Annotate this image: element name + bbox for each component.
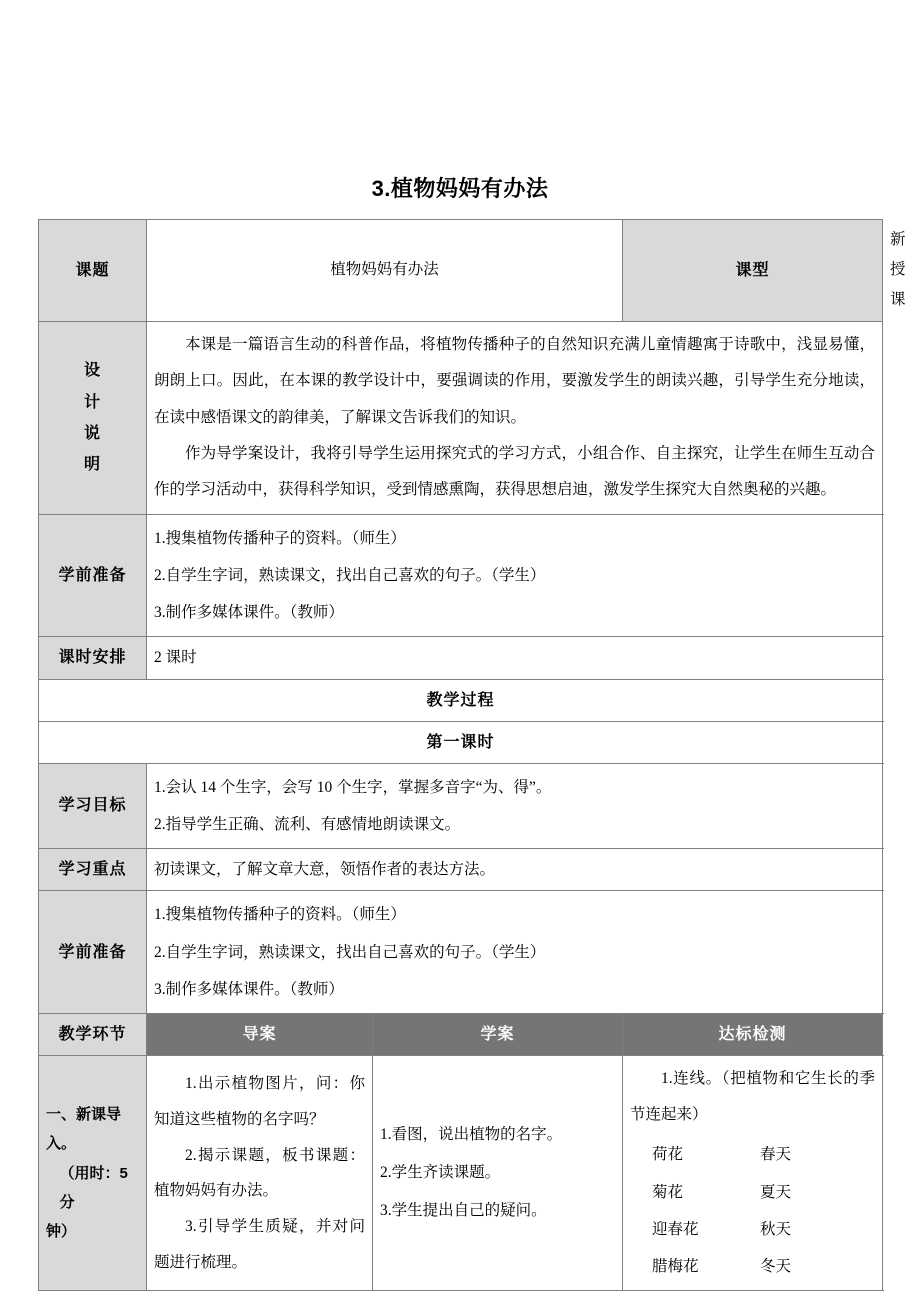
lesson-plan-table xyxy=(38,219,906,1291)
table-row-objectives xyxy=(39,763,883,848)
objective-item: 2.指导学生正确、流利、有感情地朗读课文。 xyxy=(154,816,461,834)
preparation-item: 3.制作多媒体课件。（教师） xyxy=(154,604,344,622)
table-row-preparation-top xyxy=(39,514,883,637)
table-row-schedule xyxy=(39,637,883,679)
header-daoan: 导案 xyxy=(147,1014,373,1056)
label-preparation-top: 学前准备 xyxy=(39,514,147,637)
stage-1-title: 一、新课导入。 xyxy=(46,1106,122,1153)
table-row-topic: 课题 植物妈妈有办法 课型 新授课 xyxy=(39,220,883,322)
stage-1-dabiao xyxy=(623,1056,883,1291)
matching-row xyxy=(630,1211,875,1248)
stage-1-name xyxy=(39,1056,147,1291)
table-row-stage-1 xyxy=(39,1056,883,1291)
label-char: 计 xyxy=(83,393,101,411)
matching-plant: 荷花 xyxy=(652,1146,684,1164)
dabiao-prompt: 1.连线。（把植物和它生长的季节连起来） xyxy=(630,1070,876,1123)
daoan-item: 2.揭示课题，板书课题：植物妈妈有办法。 xyxy=(154,1146,365,1200)
label-design-note xyxy=(39,321,147,514)
table-row-section-header xyxy=(39,1014,883,1056)
preparation-item: 1.搜集植物传播种子的资料。（师生） xyxy=(154,906,406,924)
stage-1-xuean xyxy=(373,1056,623,1291)
stage-1-daoan xyxy=(147,1056,373,1291)
design-note-paragraph: 本课是一篇语言生动的科普作品，将植物传播种子的自然知识充满儿童情趣寓于诗歌中，浅显易懂，朗朗上口。因此，在本课的教学设计中，要强调读的作用，要激发学生的朗读兴趣，引导学生充分地读，在读中感悟课文的韵律美，了解课文告诉我们的知识。 xyxy=(154,335,876,426)
matching-season: 春天 xyxy=(760,1146,792,1164)
matching-season: 秋天 xyxy=(760,1220,792,1238)
preparation-item: 1.搜集植物传播种子的资料。（师生） xyxy=(154,529,406,547)
matching-row xyxy=(630,1136,875,1173)
label-preparation-bottom: 学前准备 xyxy=(39,891,147,1014)
label-char: 说 xyxy=(83,424,101,442)
value-focus: 初读课文，了解文章大意，领悟作者的表达方法。 xyxy=(147,849,883,891)
label-topic: 课题 xyxy=(39,220,147,322)
matching-exercise xyxy=(630,1136,875,1285)
header-xuean: 学案 xyxy=(373,1014,623,1056)
label-schedule: 课时安排 xyxy=(39,637,147,679)
xuean-item: 2.学生齐读课题。 xyxy=(380,1164,501,1182)
value-topic: 植物妈妈有办法 xyxy=(147,220,623,322)
matching-plant: 腊梅花 xyxy=(652,1258,699,1276)
design-note-paragraph: 作为导学案设计，我将引导学生运用探究式的学习方式，小组合作、自主探究，让学生在师生互动合作的学习活动中，获得科学知识，受到情感熏陶，获得思想启迪，激发学生探究大自然奥秘的兴趣。 xyxy=(154,444,876,499)
label-lesson-type: 课型 xyxy=(623,220,883,322)
value-design-note xyxy=(147,321,883,514)
label-char: 明 xyxy=(83,455,101,473)
value-preparation-bottom xyxy=(147,891,883,1014)
header-dabiao: 达标检测 xyxy=(623,1014,883,1056)
matching-season: 夏天 xyxy=(760,1183,792,1201)
stage-1-duration-line1: （用时：5 分 xyxy=(59,1164,128,1211)
table-row-design-note xyxy=(39,321,883,514)
page-title: 3.植物妈妈有办法 xyxy=(371,176,549,201)
table-row-focus xyxy=(39,849,883,891)
preparation-item: 2.自学生字词，熟读课文，找出自己喜欢的句子。（学生） xyxy=(154,566,546,584)
matching-season: 冬天 xyxy=(760,1258,792,1276)
objective-item: 1.会认 14 个生字，会写 10 个生字，掌握多音字“为、得”。 xyxy=(154,778,552,796)
header-teaching-stage: 教学环节 xyxy=(39,1014,147,1056)
preparation-item: 3.制作多媒体课件。（教师） xyxy=(154,980,344,998)
label-focus: 学习重点 xyxy=(39,849,147,891)
label-objectives: 学习目标 xyxy=(39,763,147,848)
table-row-preparation-bottom xyxy=(39,891,883,1014)
matching-plant: 菊花 xyxy=(652,1183,684,1201)
value-preparation-top xyxy=(147,514,883,637)
daoan-item: 1.出示植物图片，问：你知道这些植物的名字吗？ xyxy=(154,1075,365,1128)
table-row-process-banner xyxy=(39,679,883,721)
matching-plant: 迎春花 xyxy=(652,1220,699,1238)
daoan-item: 3.引导学生质疑，并对问题进行梳理。 xyxy=(154,1217,365,1271)
xuean-item: 3.学生提出自己的疑问。 xyxy=(380,1202,547,1220)
matching-row xyxy=(630,1248,875,1285)
value-objectives xyxy=(147,763,883,848)
banner-teaching-process: 教学过程 xyxy=(39,679,883,721)
table-row-period-banner xyxy=(39,721,883,763)
preparation-item: 2.自学生字词，熟读课文，找出自己喜欢的句子。（学生） xyxy=(154,943,546,961)
value-schedule: 2 课时 xyxy=(147,637,883,679)
matching-row xyxy=(630,1174,875,1211)
banner-first-period: 第一课时 xyxy=(39,721,883,763)
stage-1-duration-line2: 钟） xyxy=(46,1223,77,1241)
xuean-item: 1.看图，说出植物的名字。 xyxy=(380,1126,563,1144)
label-char: 设 xyxy=(83,362,101,380)
